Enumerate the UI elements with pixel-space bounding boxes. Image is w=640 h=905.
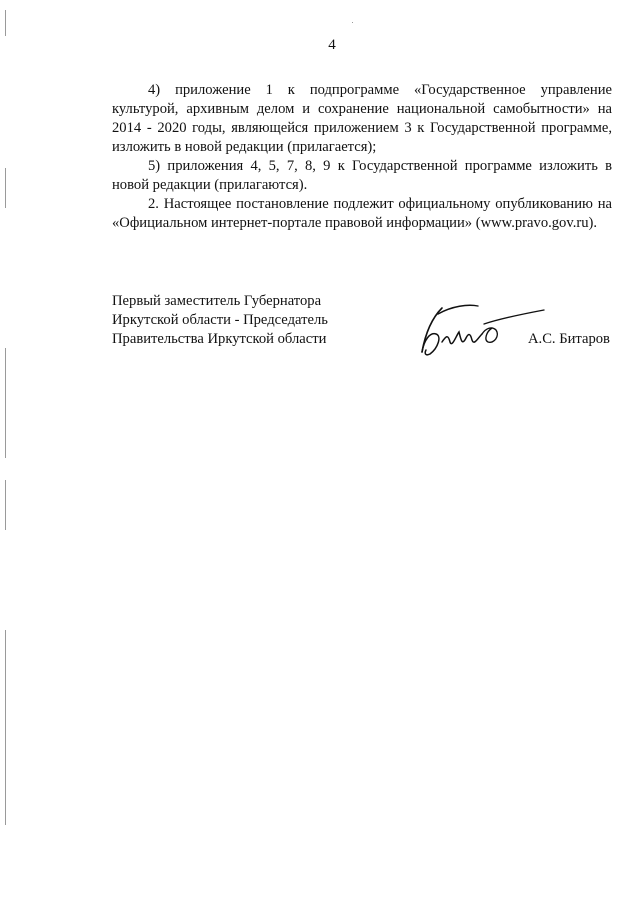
page-number: 4	[328, 37, 336, 53]
paragraph-publication: 2. Настоящее постановление подлежит официальному опубликованию на «Официальном интернет-портале правовой информации» (www.pravo.gov.ru).	[112, 196, 612, 231]
scan-dot	[352, 22, 353, 23]
document-body	[112, 81, 612, 233]
scan-edge-mark	[5, 168, 6, 208]
paragraph-item-4: 4) приложение 1 к подпрограмме «Государственное управление культурой, архивным делом и сохранение национальной самобытности» на 2014 - 2020 годы, являющейся приложением 3 к Государственной программе, изложить в новой редакции (прилагается);	[112, 82, 612, 155]
scan-edge-mark	[5, 348, 6, 458]
position-line-2: Иркутской области - Председатель	[112, 312, 328, 328]
position-line-3: Правительства Иркутской области	[112, 331, 327, 347]
position-line-1: Первый заместитель Губернатора	[112, 293, 322, 309]
signatory-name: А.С. Битаров	[528, 331, 610, 347]
paragraph-item-5: 5) приложения 4, 5, 7, 8, 9 к Государственной программе изложить в новой редакции (прилагаются).	[112, 158, 612, 193]
signatory-position	[112, 292, 328, 349]
scan-edge-mark	[5, 480, 6, 530]
scan-edge-mark	[5, 10, 6, 36]
scan-edge-mark	[5, 630, 6, 825]
